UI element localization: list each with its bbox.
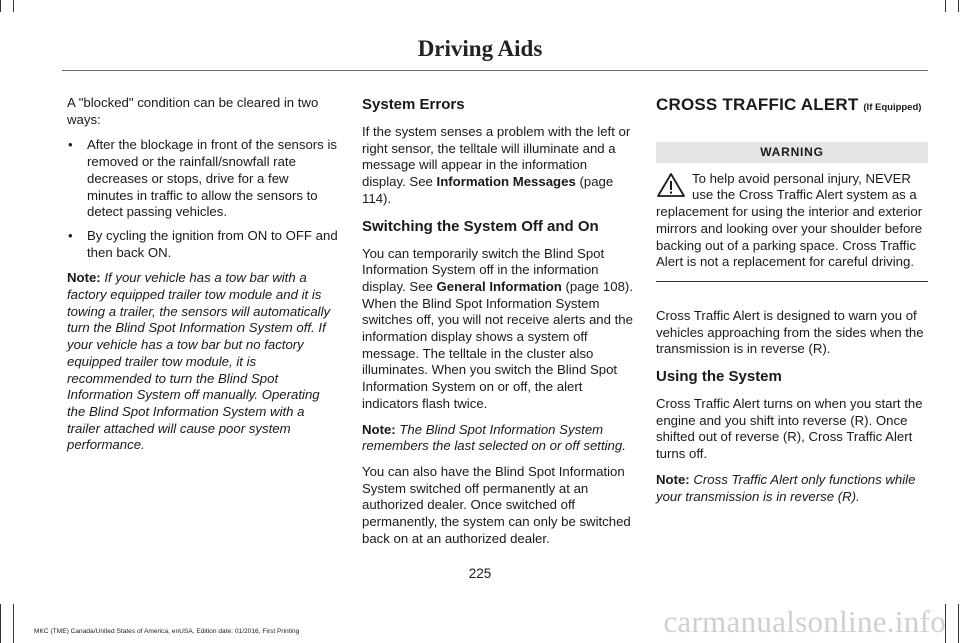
page-number: 225: [468, 566, 492, 581]
crop-mark: [0, 0, 1, 12]
reverse-note: [656, 472, 928, 505]
blocked-intro: A "blocked" condition can be cleared in two ways:: [67, 95, 319, 127]
system-errors-text: If the system senses a problem with the left or right sensor, the telltale will illuminate and a message will appear in the information display. See Information Messages (page 114).: [362, 124, 631, 206]
crop-mark: [958, 0, 959, 12]
list-item: • After the blockage in front of the sensors is removed or the rainfall/snowfall rate decreases or stops, drive for a few minutes in traffic to allow the sensors to detect passing vehicles.: [67, 137, 338, 221]
switching-text: You can temporarily switch the Blind Spot Information System off in the information display. See General Information (page 108). When the Blind Spot Information System switches off, you will not receive alerts and the information display shows a system off message. The telltale in the cluster also illuminates. When you switch the Blind Spot Information System on or off, the alert indicators flash twice.: [362, 245, 633, 411]
warning-text: To help avoid personal injury, NEVER use the Cross Traffic Alert system as a replacement for using the interior and exterior mirrors and looking over your shoulder before backing out of a parking space. Cross Traffic Alert is not a replacement for careful driving.: [656, 170, 923, 270]
system-errors-heading: System Errors: [362, 96, 465, 113]
warning-rule: [656, 281, 928, 282]
column-right: [656, 95, 928, 514]
using-system-heading: Using the System: [656, 368, 782, 386]
header-rule: [62, 70, 928, 71]
edition-footer: MKC (TME) Canada/United States of America, enUSA, Edition date: 01/2016, First Printing: [34, 628, 300, 635]
watermark: carmanualsonline.info: [663, 604, 946, 639]
cross-traffic-alert-heading: CROSS TRAFFIC ALERT (If Equipped): [656, 95, 922, 114]
list-item: • By cycling the ignition from ON to OFF and then back ON.: [67, 228, 338, 261]
crop-mark: [13, 604, 14, 643]
remember-note: [362, 422, 633, 455]
crop-mark: [958, 604, 959, 643]
cross-traffic-intro: Cross Traffic Alert is designed to warn you of vehicles approaching from the sides when the transmission is in reverse (R).: [656, 307, 924, 357]
note-text: If your vehicle has a tow bar with a factory equipped trailer tow module and it is towing a trailer, the sensors will automatically turn the Blind Spot Information System off. If your vehicle has a tow bar but no factory equipped trailer tow module, it is recommended to turn the Blind Spot Information System off manually. Operating the Blind Spot Information System with a trailer attached will cause poor system performance.: [67, 270, 331, 453]
crop-mark: [945, 0, 946, 12]
column-left: [67, 95, 338, 463]
note-text: Cross Traffic Alert only functions while your transmission is in reverse (R).: [656, 471, 916, 504]
note-text: The Blind Spot Information System remembers the last selected on or off setting.: [362, 421, 626, 454]
warning-triangle-icon: [656, 172, 686, 198]
using-system-text: Cross Traffic Alert turns on when you start the engine and you shift into reverse (R). Once shifted out of reverse (R), Cross Traffic Alert turns off.: [656, 396, 923, 462]
warning-banner: WARNING: [656, 142, 928, 163]
note-label: Note:: [362, 421, 396, 437]
column-middle: [362, 95, 633, 556]
tow-note: [67, 270, 338, 454]
information-messages-link[interactable]: Information Messages: [436, 174, 576, 190]
switching-heading: Switching the System Off and On: [362, 217, 599, 235]
page-title: Driving Aids: [417, 36, 543, 61]
general-information-link[interactable]: General Information: [436, 278, 562, 294]
crop-mark: [0, 604, 1, 643]
dealer-text: You can also have the Blind Spot Information System switched off permanently at an authorized dealer. Once switched off permanently, the system can only be switched back on at an authorized dealer.: [362, 463, 631, 546]
note-label: Note:: [67, 270, 101, 286]
crop-mark: [13, 0, 14, 12]
note-label: Note:: [656, 471, 690, 487]
blocked-bullet-list: [67, 137, 338, 261]
if-equipped-label: (If Equipped): [863, 102, 922, 113]
